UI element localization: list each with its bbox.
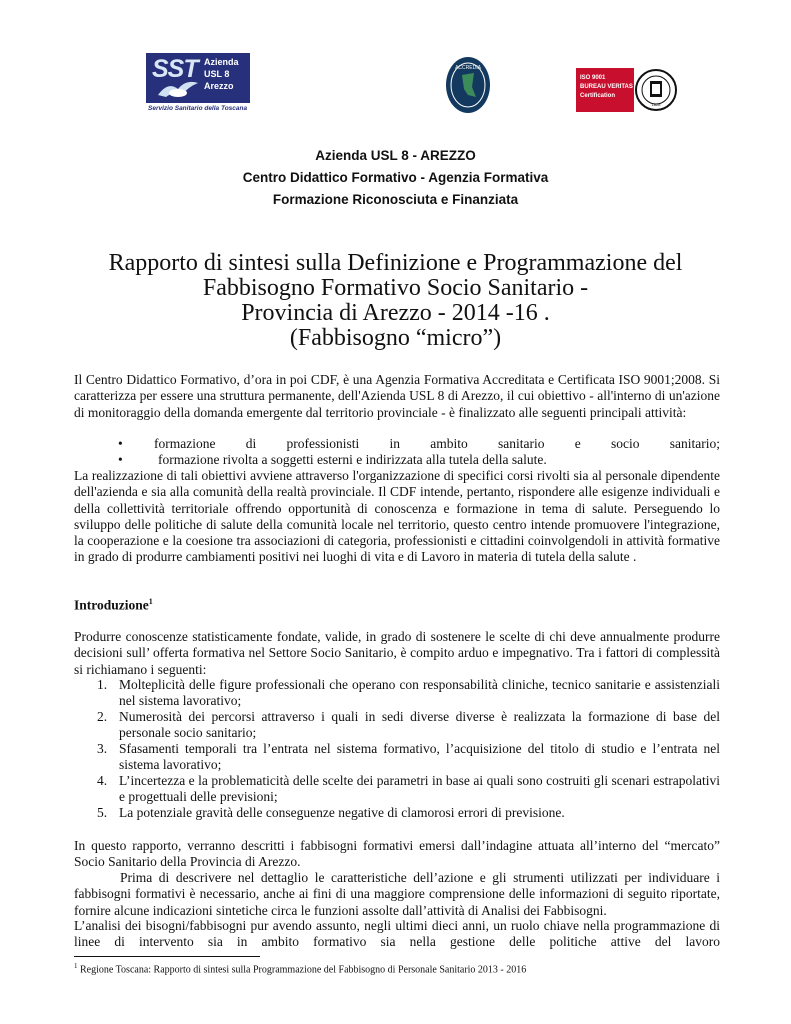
list-item: L’incertezza e la problematicità delle scelte dei parametri in base ai quali sono costruiti gli scenari estrapolativi e progettuali delle previsioni; <box>119 773 720 805</box>
bv-text <box>580 74 633 101</box>
paragraph-complexity: Produrre conoscenze statisticamente fondate, valide, in grado di sostenere le scelte di chi deve annualmente produrre decisioni sull’ offerta formativa nel Settore Socio Sanitario, è compito arduo e impegnativo. Tra i fattori di complessità si richiamano i seguenti: <box>74 629 720 677</box>
paragraph-analysis: L’analisi dei bisogni/fabbisogni pur avendo assunto, negli ultimi dieci anni, un ruolo chiave nella programmazione di linee di intervento sia in ambito formativo sia nella gestione delle politiche attive del lavoro <box>74 918 720 950</box>
list-item: La potenziale gravità delle conseguenze negative di clamorosi errori di previsione. <box>119 805 565 820</box>
sst-logo <box>146 53 250 117</box>
sst-logo-line: USL 8 <box>204 69 230 79</box>
sst-logo-line: Azienda <box>204 57 239 67</box>
title-line-3: Provincia di Arezzo - 2014 -16 . <box>241 300 550 326</box>
bv-year: 1828 <box>651 102 661 107</box>
sst-logo-text <box>204 56 248 92</box>
footnote-marker: 1 <box>74 962 78 970</box>
list-number: 1. <box>97 677 108 692</box>
bullet-item: formazione rivolta a soggetti esterni e indirizzata alla tutela della salute. <box>158 452 547 467</box>
list-number: 3. <box>97 741 108 756</box>
org-line-2: Centro Didattico Formativo - Agenzia Formativa <box>242 170 549 185</box>
bv-line: ISO 9001 <box>580 75 606 81</box>
footnote-ref: 1 <box>148 597 153 606</box>
bullet-marker: • <box>118 436 123 451</box>
accredia-logo <box>444 55 492 115</box>
footnote-divider <box>74 956 260 957</box>
paragraph-report: In questo rapporto, verranno descritti i fabbisogni formativi emersi dall’indagine attuata all’interno del “mercato” Socio Sanitario della Provincia di Arezzo. <box>74 838 720 870</box>
section-heading-introduzione <box>74 597 153 614</box>
title-line-1: Rapporto di sintesi sulla Definizione e Programmazione del <box>108 250 683 276</box>
footnote-text: Regione Toscana: Rapporto di sintesi sulla Programmazione del Fabbisogno di Personale Sanitario 2013 - 2016 <box>80 964 527 976</box>
intro-paragraph: Il Centro Didattico Formativo, d’ora in poi CDF, è una Agenzia Formativa Accreditata e Certificata ISO 9001;2008. Si caratterizza per essere una struttura permanente, dell'Azienda USL 8 di Arezzo, il cui obiettivo - all'interno di un'azione di monitoraggio della domanda emergente dal territorio provinciale - è finalizzato alle seguenti principali attività: <box>74 372 720 420</box>
document-title <box>0 251 791 351</box>
bv-line: Certification <box>580 93 616 99</box>
bullet-item: formazione di professionisti in ambito sanitario e socio sanitario; <box>154 436 720 451</box>
paragraph-objectives: La realizzazione di tali obiettivi avviene attraverso l'organizzazione di specifici corsi rivolti sia al personale dipendente dell'azienda e sia alla comunità della realtà provinciale. Il CDF intende, pertanto, rispondere alle esigenze individuali e della collettività territoriale offrendo opportunità di conoscenza e formazione in tema di salute. Perseguendo lo sviluppo delle politiche di salute della comunità locale nel territorio, questo centro intende promuovere l'integrazione, la cooperazione e la coesione tra associazioni di categoria, professionisti e cittadini coinvolgendoli in attività formative in grado di produrre cambiamenti positivi nei luoghi di vita e di Lavoro in materia di tutela della salute . <box>74 468 720 565</box>
list-item: Molteplicità delle figure professionali che operano con responsabilità cliniche, tecnico sanitarie e assistenziali nel sistema lavorativo; <box>119 677 720 709</box>
title-line-2: Fabbisogno Formativo Socio Sanitario - <box>202 275 589 301</box>
bv-line: BUREAU VERITAS <box>580 84 633 90</box>
title-line-4: (Fabbisogno “micro”) <box>289 325 502 351</box>
list-item: Numerosità dei percorsi attraverso i quali in sedi diverse diverse è realizzata la formazione di base del personale socio sanitario; <box>119 709 720 741</box>
section-heading-text: Introduzione <box>74 597 149 613</box>
org-line-3: Formazione Riconosciuta e Finanziata <box>272 192 519 207</box>
paragraph-functions: Prima di descrivere nel dettaglio le caratteristiche dell’azione e gli strumenti utilizzati per individuare i fabbisogni formativi è necessario, anche ai fini di una maggiore comprensione delle informazioni di seguito riportate, fornire alcune indicazioni sintetiche circa le funzioni assolte dall’attività di Analisi dei Fabbisogni. <box>74 870 720 918</box>
sst-logo-caption: Servizio Sanitario della Toscana <box>148 105 248 112</box>
footnote <box>74 962 526 975</box>
list-number: 2. <box>97 709 108 724</box>
list-number: 4. <box>97 773 108 788</box>
bureau-veritas-logo <box>576 68 680 112</box>
bureau-veritas-seal-icon <box>634 68 678 112</box>
org-line-1: Azienda USL 8 - AREZZO <box>315 148 476 163</box>
sst-logo-line: Arezzo <box>204 81 234 91</box>
bird-icon <box>156 75 200 101</box>
list-item: Sfasamenti temporali tra l’entrata nel sistema formativo, l’acquisizione del titolo di studio e l’entrata nel sistema lavorativo; <box>119 741 720 773</box>
list-number: 5. <box>97 805 108 820</box>
sst-logo-letters: SST <box>152 55 198 83</box>
bullet-marker: • <box>118 452 123 467</box>
accredia-logo-text: ACCREDIA <box>455 65 481 71</box>
